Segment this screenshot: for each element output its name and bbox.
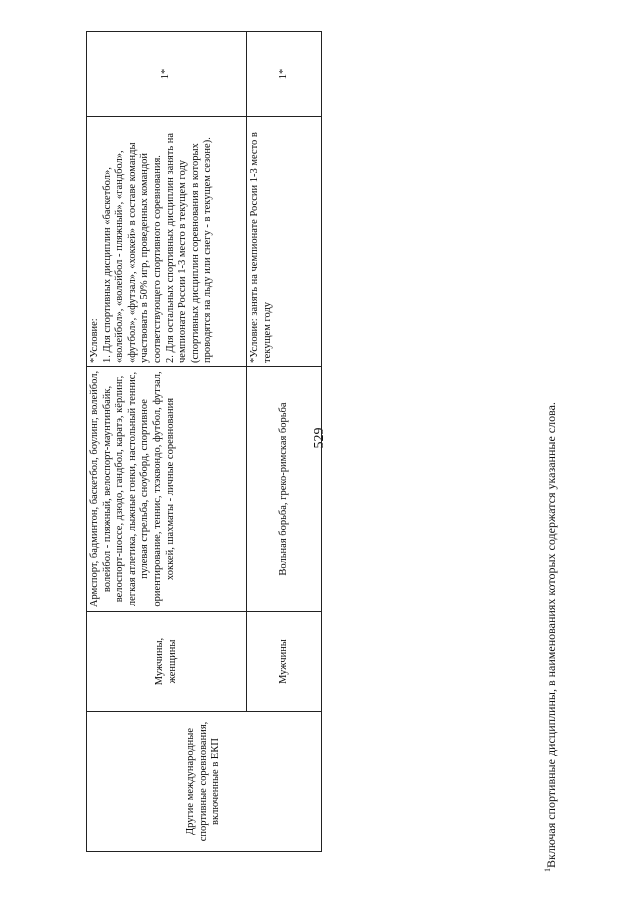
value-cell: 1* [247,32,322,117]
conditions-cell [247,117,322,367]
sports-cell: Вольная борьба, греко-римская борьба [247,367,322,612]
footnote-text: Включая спортивные дисциплины, в наименованиях которых содержатся указанные слова. [544,402,558,868]
sports-cell: Армспорт, бадминтон, баскетбол, боулинг, волейбол, волейбол - пляжный, велоспорт-маунтинбайк, велоспорт-шоссе, дзюдо, гандбол, каратэ, кёрлинг, легкая атлетика, лыжные гонки, настольный теннис, пулевая стрельба, сноуборд, спортивное ориентирование, теннис, тхэквондо, футбол, футзал, хоккей, шахматы - личные соревнования [87,367,247,612]
condition-line: *Условие: [89,318,100,363]
table-frame [86,32,321,852]
competition-table [86,31,322,852]
conditions-cell [87,117,247,367]
footnote [543,272,563,872]
group-label-cell: Другие международные спортивные соревнования, включенные в ЕКП [87,712,322,852]
condition-line: *Условие: занять на чемпионате России 1-3 место в текущем году [249,132,273,363]
rotated-table-container [86,32,321,852]
condition-line: 2. Для остальных спортивных дисциплин занять на чемпионате России 1-3 место в текущем году (спортивных дисциплин соревнования в которых проводятся на льду или снегу - в текущем сезоне). [164,132,214,363]
value-cell: 1* [87,32,247,117]
gender-cell: Мужчины, женщины [87,612,247,712]
footnote-marker: 1 [543,868,552,872]
table-row [87,32,247,852]
page-number: 529 [312,427,327,449]
condition-line: 1. Для спортивных дисциплин «баскетбол», «волейбол», «волейбол - пляжный», «гандбол», «футбол», «футзал», «хоккей» в составе команды участвовать в 50% игр, проведенных командой соответствующего спортивного соревнования. [101,142,163,363]
gender-cell: Мужчины [247,612,322,712]
